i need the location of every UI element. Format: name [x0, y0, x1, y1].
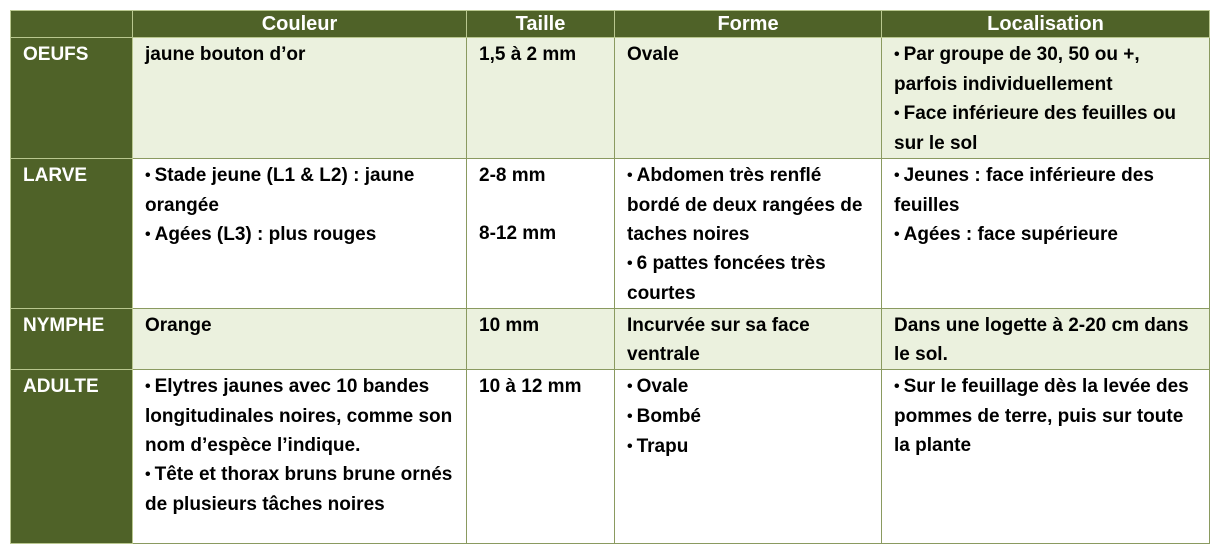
- bullet-item: • Elytres jaunes avec 10 bandes longitudinales noires, comme son nom d’espèce l’indique.: [145, 372, 454, 460]
- bullet-item: • Ovale: [627, 372, 869, 402]
- cell-localisation: [882, 309, 1210, 370]
- row-adulte: [11, 370, 1210, 544]
- header-corner: [11, 11, 133, 38]
- cell-text: 10 à 12 mm: [479, 376, 582, 397]
- row-oeufs: [11, 38, 1210, 159]
- bullet-item: • Bombé: [627, 402, 869, 432]
- bullet-item: • Agées (L3) : plus rouges: [145, 220, 454, 250]
- bullet-item: • Stade jeune (L1 & L2) : jaune orangée: [145, 161, 454, 220]
- cell-text: jaune bouton d’or: [145, 44, 306, 65]
- cell-taille: [467, 159, 615, 309]
- row-label-oeufs: OEUFS: [11, 38, 133, 159]
- cell-text: Orange: [145, 315, 212, 336]
- cell-localisation: [882, 159, 1210, 309]
- bullet-item: • Tête et thorax bruns brune ornés de plusieurs tâches noires: [145, 460, 454, 519]
- cell-couleur: [133, 38, 467, 159]
- cell-text: Incurvée sur sa face ventrale: [627, 315, 810, 365]
- cell-text: Ovale: [627, 44, 679, 65]
- cell-text: 2-8 mm: [479, 165, 546, 186]
- header-taille: Taille: [467, 11, 615, 38]
- spacer: [479, 190, 602, 219]
- bullet-item: • Trapu: [627, 432, 869, 462]
- bullet-item: • Par groupe de 30, 50 ou +, parfois individuellement: [894, 40, 1197, 99]
- header-row: [11, 11, 1210, 38]
- cell-forme: [615, 370, 882, 544]
- header-couleur: Couleur: [133, 11, 467, 38]
- cell-taille: [467, 309, 615, 370]
- cell-couleur: [133, 309, 467, 370]
- cell-localisation: [882, 38, 1210, 159]
- bullet-item: • Abdomen très renflé bordé de deux rangées de taches noires: [627, 161, 869, 249]
- cell-forme: [615, 309, 882, 370]
- insect-table: [10, 10, 1210, 544]
- bullet-item: • 6 pattes foncées très courtes: [627, 249, 869, 308]
- bullet-item: • Jeunes : face inférieure des feuilles: [894, 161, 1197, 220]
- row-larve: [11, 159, 1210, 309]
- row-nymphe: [11, 309, 1210, 370]
- cell-text: 8-12 mm: [479, 223, 557, 244]
- row-label-larve: LARVE: [11, 159, 133, 309]
- cell-localisation: [882, 370, 1210, 544]
- cell-couleur: [133, 159, 467, 309]
- bullet-item: • Face inférieure des feuilles ou sur le sol: [894, 99, 1197, 158]
- bullet-item: • Sur le feuillage dès la levée des pommes de terre, puis sur toute la plante: [894, 372, 1197, 460]
- row-label-adulte: ADULTE: [11, 370, 133, 544]
- cell-taille: [467, 38, 615, 159]
- header-forme: Forme: [615, 11, 882, 38]
- cell-forme: [615, 38, 882, 159]
- header-localisation: Localisation: [882, 11, 1210, 38]
- cell-couleur: [133, 370, 467, 544]
- cell-taille: [467, 370, 615, 544]
- cell-forme: [615, 159, 882, 309]
- cell-text: Dans une logette à 2-20 cm dans le sol.: [894, 315, 1189, 365]
- bullet-item: • Agées : face supérieure: [894, 220, 1197, 250]
- row-label-nymphe: NYMPHE: [11, 309, 133, 370]
- cell-text: 10 mm: [479, 315, 540, 336]
- cell-text: 1,5 à 2 mm: [479, 44, 577, 65]
